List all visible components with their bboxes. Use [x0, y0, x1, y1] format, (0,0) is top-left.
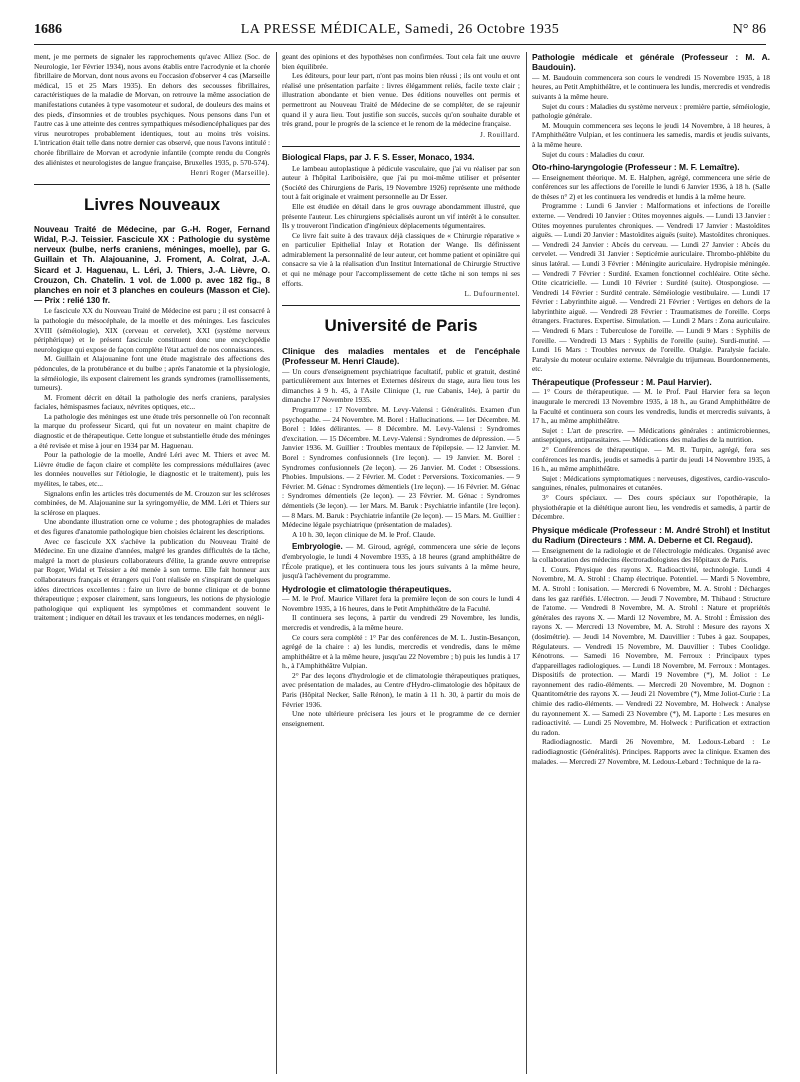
course-title: Thérapeutique (Professeur : M. Paul Harvier). [532, 377, 712, 388]
paragraph: geant des opinions et des hypothèses non confirmées. Tout cela fait une œuvre bien équilibrée. [282, 52, 520, 71]
paragraph: — Enseignement de la radiologie et de l'électrologie médicales. Organisé avec la collaboration des médecins électroradiologistes des Hôpitaux de Paris. [532, 545, 770, 565]
divider [282, 305, 520, 306]
divider [34, 184, 270, 185]
paragraph: Une note ultérieure précisera les jours et le programme de ce dernier enseignement. [282, 709, 520, 728]
paragraph: 2° Conférences de thérapeutique. — M. R. Turpin, agrégé, fera ses conférences les mardis, jeudis et samedis à partir du jeudi 14 Novembre 1935, à 16 h., au même amphithéâtre. [532, 445, 770, 474]
paragraph: La pathologie des méninges est une étude très personnelle où l'on reconnaît la marque du professeur Sicard, qui fut un novateur en maint chapitre de diagnostic et de thérapeutique. Cette longue et substantielle étude des méninges a été revisée et mise à jour en 1934 par M. Haguenau. [34, 411, 270, 450]
course-title: Pathologie médicale et générale (Professeur : M. A. Baudouin). [532, 52, 770, 73]
course-text: — M. Giroud, agrégé, commencera une série de leçons d'embryologie, le lundi 4 Novembre 1935, à 18 heures (grand amphithéâtre de l'École pratique), et les continuera tous les jours suivants à la même heure, jusqu'à l'achèvement du programme. [282, 542, 520, 581]
paragraph: M. Mouquin commencera ses leçons le jeudi 14 Novembre, à 18 heures, à l'Amphithéâtre Vulpian, et les continuera les samedis, mardis et jeudis suivants, à la même heure. [532, 120, 770, 149]
paragraph: — 1° Cours de thérapeutique. — M. le Prof. Paul Harvier fera sa leçon inaugurale le mercredi 13 Novembre 1935, à 18 h., au Grand Amphithéâtre de la Faculté et continuera son cours les vendredis, lundis et mercredis suivants, à 17 h., au même amphithéâtre. [532, 387, 770, 426]
paragraph: Sujet : L'art de prescrire. — Médications générales : antimicrobiennes, antiseptiques, antiparasitaires. — Médications des maladies de la nutrition. [532, 425, 770, 445]
page-number: 1686 [34, 22, 62, 37]
paragraph: Radiodiagnostic. Mardi 26 Novembre, M. Ledoux-Lebard : Le radiodiagnostic (Généralités). Principes. Rapports avec la clinique. Examen des malades. — Mercredi 27 Novembre, M. Ledoux-Lebard : Technique de la ra- [532, 737, 770, 766]
course-title: Clinique des maladies mentales et de l'encéphale (Professeur M. Henri Claude). [282, 345, 520, 367]
paragraph: — Un cours d'enseignement psychiatrique facultatif, public et gratuit, destiné particulièrement aux Internes et Externes désireux du stage, aura lieu tous les dimanches à 9 h. 45, à l'Asile Clinique (1, rue Cabanis, 14e), à partir du dimanche 17 Novembre 1935. [282, 366, 520, 405]
signature: Henri Roger (Marseille). [190, 170, 270, 178]
paragraph: Sujet : Médications symptomatiques : nerveuses, digestives, cardio-vasculo-sanguines, rénales, pulmonaires et cutanées. [532, 473, 770, 493]
paragraph: Il continuera ses leçons, à partir du vendredi 29 Novembre, les lundis, mercredis et vendredis, à la même heure. [282, 613, 520, 632]
column-divider [526, 52, 527, 1074]
embryology-entry [282, 542, 520, 580]
course-lead: Embryologie. [292, 542, 343, 552]
course-title: Physique médicale (Professeur : M. André Strohl) et Institut du Radium (Directeurs : MM. A. Deberne et Cl. Regaud). [532, 524, 770, 546]
column-1 [34, 52, 270, 1074]
paragraph: Le fascicule XX du Nouveau Traité de Médecine est paru ; il est consacré à la pathologie du mésocéphale, de la moelle et des méninges. Les fascicules XVIII (séméiologie), XIX (cerveau et cervelet), XXI (système nerveux périphérique) et le présent fascicule constituent donc une encyclopédie neurologique qui expose de façon complète l'état actuel de nos connaissances. [34, 306, 270, 354]
paragraph: Ce livre fait suite à des travaux déjà classiques de « Chirurgie réparative » en particulier Epithelial Inlay et Rotation der Wange. Ils définissent admirablement la personnalité de leur auteur, cet homme patient et opiniâtre qui consacre sa vie à la réalisation d'un Institut International de Chirurgie Structive et qui ne ménage pour l'accomplissement de cette tâche ni son temps ni ses efforts. [282, 230, 520, 288]
paragraph: Avec ce fascicule XX s'achève la publication du Nouveau Traité de Médecine. En une dizaine d'années, malgré les grandes difficultés de la tâche, malgré la mort de plusieurs collaborateurs d'élite, la grande œuvre entreprise par Roger, Widal et Teissier a été menée à son terme. Elle fait honneur aux collaborateurs français et étrangers qui l'ont réalisée en s'inspirant de quelques idées directrices excellentes : faire un livre de bonne clinique et de bonne thérapeutique ; exposer clairement, sans longueurs, les notions de physiologie pathologique qui expliquent les symptômes et commandent souvent le traitement ; indiquer en détail les travaux et les tendances modernes, en négli- [34, 536, 270, 623]
paragraph: 2° Par des leçons d'hydrologie et de climatologie thérapeutiques pratiques, avec présentation de malades, au Centre d'Hydro-climatologie des hôpitaux de Paris (Hôpital Necker, Salle Rénon), le matin à 11 h. 30, à partir du mois de Février 1936. [282, 670, 520, 709]
paragraph: M. Guillain et Alajouanine font une étude magistrale des affections des pédoncules, de la protubérance et du bulbe ; après l'anatomie et la physiologie, la séméiologie, ils exposent clairement les grands syndromes (ramollissements, tumeurs). [34, 354, 270, 393]
divider [282, 146, 520, 147]
paragraph: Le lambeau autoplastique à pédicule vasculaire, que j'ai vu réaliser par son auteur à l'hôpital Lariboisière, que j'ai pu moi-même utiliser et présenter (Société des Chirurgiens de Paris, 19 Novembre 1926) représente une méthode tout à fait originale et vraiment personnelle au Dr Esser. [282, 163, 520, 202]
paragraph: Les éditeurs, pour leur part, n'ont pas moins bien réussi ; ils ont voulu et ont réalisé une présentation parfaite : livres élégamment reliés, facile texte clair ; illustration abondante et bien venue. Des éditions nouvelles ont permis et permettront au Nouveau Traité de Médecine de se compléter, de se rajeunir quand il y aura lieu. Tout justifie son succès, succès qu'on souhaite durable et très grand, pour le progrès de la science et le renom de la médecine française. [282, 71, 520, 129]
journal-title: LA PRESSE MÉDICALE, Samedi, 26 Octobre 1935 [240, 22, 560, 37]
paragraph: — M. le Prof. Maurice Villaret fera la première leçon de son cours le lundi 4 Novembre 1935, à 16 heures, dans le Petit Amphithéâtre de la Faculté. [282, 594, 520, 613]
page-header [34, 22, 766, 45]
column-3 [532, 52, 770, 1074]
paragraph: 3° Cours spéciaux. — Des cours spéciaux sur l'opothérapie, la physiothérapie et la diététique auront lieu, les vendredis et samedis, à partir de Décembre. [532, 492, 770, 522]
paragraph: M. Froment décrit en détail la pathologie des nerfs craniens, paralysies faciales, hémispasmes faciaux, névrites optiques, etc... [34, 392, 270, 412]
paragraph: Sujet du cours : Maladies du cœur. [542, 149, 645, 159]
column-2 [282, 52, 520, 1074]
column-divider [276, 52, 277, 1074]
paragraph: Pour la pathologie de la moelle, André Léri avec M. Thiers et avec M. Lièvre étudie de façon claire et complète les compressions médullaires (avec les données nouvelles sur l'étiologie, le diagnostic et le traitement), puis les myélites, le tabes, etc... [34, 450, 270, 489]
paragraph: Signalons enfin les articles très documentés de M. Crouzon sur les scléroses combinées, de M. Alajouanine sur la syringomyélie, de MM. Léri et Thiers sur la sclérose en plaques. [34, 488, 270, 517]
program-text: I. Cours. Physique des rayons X. Radioactivité, technologie. Lundi 4 Novembre, M. A. Strohl : Champ électrique. Potentiel. — Mardi 5 Novembre, M. A. Strohl : Ionisation. — Mercredi 6 Novembre, M. A. Strohl : Décharges dans les gaz raréfiés. L'électron. — Jeudi 7 Novembre, M. Thibaud : Structure de l'atome. — Vendredi 8 Novembre, M. A. Strohl : Nature et propriétés générales des rayons X. — Mardi 12 Novembre, M. A. Strohl : Émission des rayons X. — Mercredi 13 Novembre, M. A. Strohl : Mesure des rayons X (dosimétrie). — Jeudi 14 Novembre, M. Dauvillier : Tubes à gaz. Soupapes, Régulateurs. — Vendredi 15 Novembre, M. Dauvillier : Tubes Coolidge. Kénotrons. — Samedi 16 Novembre, M. Ferroux : Principaux types d'appareillages radiologiques. — Lundi 18 Novembre, M. Ferroux : Montages. Dispositifs de protection. — Mardi 19 Novembre (*), M. Joliot : Le rayonnement des radio-éléments. — Mercredi 20 Novembre, M. Dognon : Quantitométrie des rayons X. — Jeudi 21 Novembre (*), Mme Joliot-Curie : La chimie des radio-éléments. — Vendredi 22 Novembre, M. Holweck : Analyse du rayonnement X. — Samedi 23 Novembre (*), M. Laporte : Les mesures en radioactivité. — Lundi 25 Novembre, M. Holweck : Purification et extraction du radon. [532, 564, 770, 737]
paragraph: A 10 h. 30, leçon clinique de M. le Prof. Claude. [292, 529, 436, 539]
paragraph: Une abondante illustration orne ce volume ; des photographies de malades et des figures d'anatomie pathologique bien choisies éclairent les descriptions. [34, 517, 270, 536]
signature: L. Dufourmentel. [464, 291, 520, 299]
program-text: Programme : 17 Novembre. M. Levy-Valensi : Généralités. Examen d'un psychopathe. — 24 Novembre. M. Borel : Hallucinations. — 1er Décembre. M. Borel : Idées délirantes. — 8 Décembre. M. Levy-Valensi : Syndromes d'excitation. — 15 Décembre. M. Levy-Valensi : Syndromes de dépression. — 5 Janvier 1936. M. Guillier : Troubles mentaux de l'épilepsie. — 12 Janvier. M. Borel : Syndromes confusionnels (1re leçon). — 19 Janvier. M. Borel : Syndromes confusionnels (2e leçon). — 26 Janvier. M. Codet : Obsessions. Phobies. Impulsions. — 2 Février. M. Codet : Perversions. Toxicomanies. — 9 Février. M. Génac : Syndromes démentiels (1re leçon). — 16 Février. M. Génac : Syndromes démentiels (2e leçon). — 23 Février. M. Génac : Syndromes démentiels (3e leçon). — 1er Mars. M. Baruk : Psychiatrie infantile (1re leçon). — 8 Mars. M. Baruk : Psychiatrie infantile (2e leçon). — 15 Mars. M. Guillier : Médecine légale psychiatrique (présentation de malades). [282, 405, 520, 530]
paragraph: Ce cours sera complété : 1° Par des conférences de M. L. Justin-Besançon, agrégé de la chaire : a) les lundis, mercredis et vendredis, dans le même amphithéâtre et à la même heure, jusqu'au 22 Novembre ; b) puis les lundis à 17 h., à l'Amphithéâtre Vulpian. [282, 632, 520, 671]
course-title: Hydrologie et climatologie thérapeutiques. [282, 583, 452, 594]
paragraph: Sujet du cours : Maladies du système nerveux : première partie, séméiologie, pathologie générale. [532, 101, 770, 121]
issue-number: N° 86 [732, 22, 766, 37]
paragraph: — Enseignement théorique. M. E. Halphen, agrégé, commencera une série de conférences sur les affections de l'oreille le lundi 6 Janvier 1936, à 18 h. (Salle de thèses n° 2) et les continuera les vendredis et lundis à la même heure. [532, 172, 770, 201]
section-title: Université de Paris [324, 315, 478, 335]
book-review-title: Nouveau Traité de Médecine, par G.-H. Roger, Fernand Widal, P.-J. Teissier. Fascicule XX : Pathologie du système nerveux (bulbe, nerfs craniens, méninges, moelle), par G. Guillain et Th. Alajouanine, J. Froment, A. Colrat, J.-A. Sicard et J. Haguenau, L. Léri, J. Thiers, J.-A. Lièvre, O. Crouzon, Ch. Chatelin. 1 vol. de 1.000 p. avec 182 fig., 8 planches en noir et 3 planches en couleurs (Masson et Cie). — Prix : relié 130 fr. [34, 224, 270, 306]
course-title: Oto-rhino-laryngologie (Professeur : M. F. Lemaître). [532, 162, 740, 173]
section-title: Livres Nouveaux [83, 194, 221, 214]
book-review-title: Biological Flaps, par J. F. S. Esser, Monaco, 1934. [282, 153, 475, 163]
paragraph: — M. Baudouin commencera son cours le vendredi 15 Novembre 1935, à 18 heures, au Petit Amphithéâtre, et le continuera les lundis, mercredis et vendredis suivants à la même heure. [532, 72, 770, 101]
program-text: Programme : Lundi 6 Janvier : Malformations et infections de l'oreille externe. — Vendredi 10 Janvier : Otites moyennes aiguës. — Lundi 13 Janvier : Otites moyennes purulentes chroniques. — Vendredi 17 Janvier : Mastoïdites aiguës. — Lundi 20 Janvier : Mastoïdites aiguës (suite). Mastoïdites chroniques. — Vendredi 24 Janvier : Abcès du cerveau. — Lundi 27 Janvier : Abcès du cervelet. — Vendredi 31 Janvier : Septicémie auriculaire. Thrombo-phlébite du sinus latéral. — Lundi 3 Février : Méningite auriculaire. Hydropisie méningée. — Vendredi 7 Février : Surdité. Examen fonctionnel cochléaire. Otite sèche. Otite cicatricielle. — Lundi 10 Février : Surdité (suite). Otospongiose. — Vendredi 14 Février : Surdité centrale. Séméiologie vestibulaire. — Lundi 17 Février : Labyrinthite aiguë. — Vendredi 21 Février : Vertiges en dehors de la labyrinthite aiguë. — Vendredi 28 Février : Traumatismes de l'oreille. Corps étrangers. Fractures. Expertise. Simulation. — Lundi 2 Mars : Zona auriculaire. — Vendredi 6 Mars : Tuberculose de l'oreille. — Lundi 9 Mars : Syphilis de l'oreille. — Vendredi 13 Mars : Syphilis de l'oreille (suite). Surdi-mutité. — Lundi 16 Mars : Troubles nerveux de l'oreille. Otalgie. Paralysie faciale. Paralysie du moteur oculaire externe. Névralgie du trijumeau. Bourdonnements, etc. [532, 201, 770, 374]
intro-text: ment, je me permets de signaler les rapprochements qu'avec Alliez (Soc. de Neurologie, 1er Février 1934), nous avons établis entre l'acrodynie et la chorée fibrillaire de Morvan, dont nous avons eu l'occasion d'observer 4 cas (Marseille médical, 15 et 25 Mars 1935). En dehors des secousses fibrillaires, caractéristiques de la maladie de Morvan, on retrouve la même association de manifestations cutanées à type vasomoteur et sudoral, de douleurs des mains et des pieds, d'insomnies et de troubles psychiques. Nous pensons dans l'un et l'autre cas à une atteinte des centres sympathiques mésodiencéphaliques par des virus neurotropes probablement identiques, tout au moins très voisins. L'intrication était telle dans notre dernier cas observé, que nous l'avons intitulé : chorée fibrillaire de Morvan et acrodynie infantile (compte rendu du Congrès des aliénistes et neurologistes de langue française, Bruxelles 1935, p. 570-574). [34, 52, 270, 167]
signature: J. Rouillard. [480, 131, 520, 139]
paragraph: Elle est étudiée en détail dans le gros ouvrage abondamment illustré, que présente l'auteur. Les chirurgiens spécialisés auront un vif intérêt à le consulter. Ils y trouveront l'indication d'ingénieux déplacements tégumentaires. [282, 201, 520, 231]
